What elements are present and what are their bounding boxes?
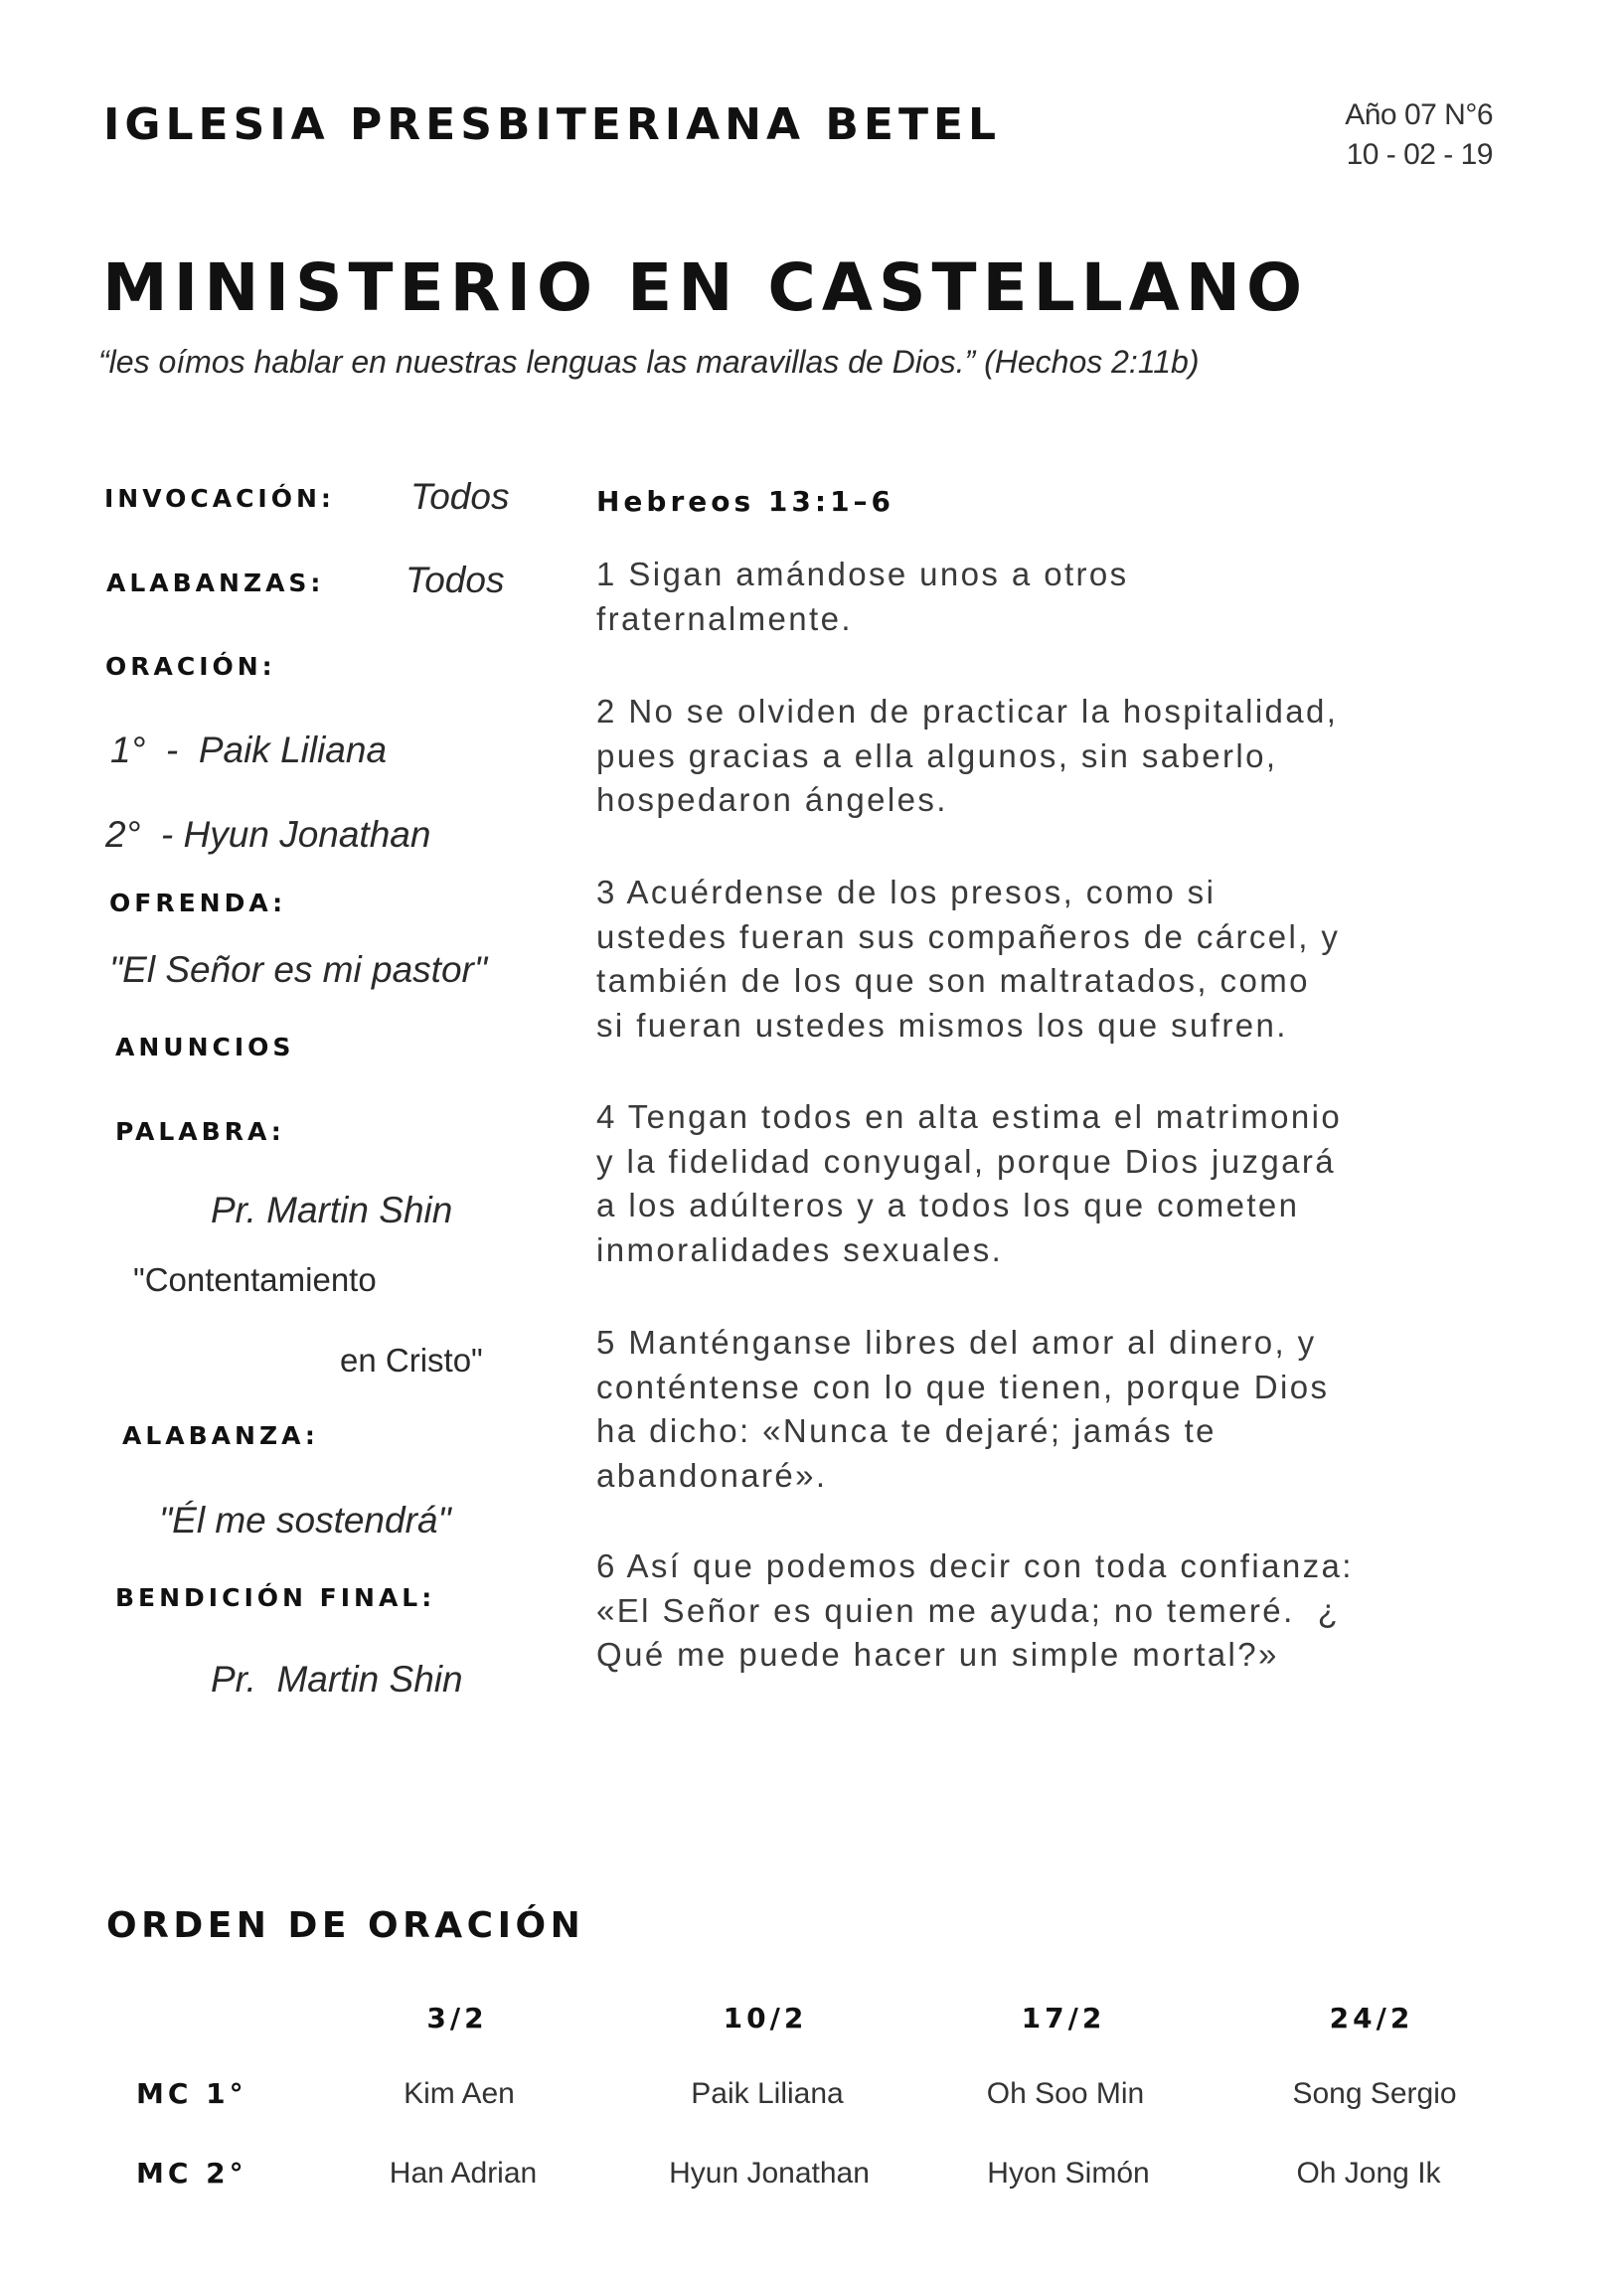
- verse-line: 4 Tengan todos en alta estima el matrimonio: [596, 1098, 1343, 1135]
- ofrenda-label: OFRENDA:: [109, 889, 287, 917]
- row-label: MC 2°: [136, 2157, 247, 2190]
- prayer-date: 17/2: [1021, 2002, 1106, 2034]
- bendicion-value: Pr. Martin Shin: [211, 1659, 463, 1700]
- prayer-date: 10/2: [723, 2002, 808, 2034]
- verse-line: abandonaré».: [596, 1456, 828, 1494]
- prayer-date: 24/2: [1329, 2002, 1414, 2034]
- prayer-name: Hyon Simón: [987, 2157, 1150, 2190]
- anuncios-label: ANUNCIOS: [115, 1033, 295, 1061]
- issue-number: Año 07 N°6: [1345, 98, 1493, 131]
- verse-2: [596, 690, 1338, 823]
- invocacion-value: Todos: [410, 476, 510, 517]
- sermon-title-line: en Cristo": [340, 1342, 483, 1379]
- oracion-item: 1° - Paik Liliana: [110, 730, 388, 770]
- verse-line: Qué me puede hacer un simple mortal?»: [596, 1636, 1279, 1673]
- church-name: IGLESIA PRESBITERIANA BETEL: [103, 99, 1002, 150]
- verse-line: ha dicho: «Nunca te dejaré; jamás te: [596, 1412, 1217, 1449]
- prayer-name: Hyun Jonathan: [669, 2157, 870, 2190]
- verse-line: y la fidelidad conyugal, porque Dios juzgará: [596, 1142, 1336, 1180]
- scripture-quote: “les oímos hablar en nuestras lenguas las maravillas de Dios.” (Hechos 2:11b): [98, 344, 1200, 380]
- verse-line: pues gracias a ella algunos, sin saberlo,: [596, 736, 1278, 774]
- verse-line: 6 Así que podemos decir con toda confianza:: [596, 1547, 1354, 1584]
- prayer-name: Oh Soo Min: [986, 2077, 1145, 2110]
- reading-title: Hebreos 13:1–6: [596, 485, 895, 518]
- alabanza-label: ALABANZA:: [122, 1421, 319, 1450]
- verse-line: inmoralidades sexuales.: [596, 1230, 1004, 1268]
- prayer-name: Kim Aen: [404, 2077, 515, 2110]
- page-title: MINISTERIO EN CASTELLANO: [102, 249, 1309, 326]
- bendicion-label: BENDICIÓN FINAL:: [115, 1583, 436, 1612]
- verse-line: también de los que son maltratados, como: [596, 962, 1310, 999]
- verse-line: 1 Sigan amándose unos a otros: [596, 556, 1129, 592]
- invocacion-label: INVOCACIÓN:: [104, 484, 335, 513]
- verse-3: [596, 871, 1340, 1048]
- prayer-name: Song Sergio: [1292, 2077, 1457, 2110]
- preacher-name: Pr. Martin Shin: [211, 1190, 453, 1230]
- verse-line: 2 No se olviden de practicar la hospitalidad,: [596, 693, 1339, 730]
- verse-line: si fueran ustedes mismos los que sufren.: [596, 1006, 1288, 1044]
- issue-date: 10 - 02 - 19: [1346, 138, 1493, 171]
- alabanzas-value: Todos: [406, 560, 505, 600]
- prayer-order-title: ORDEN DE ORACIÓN: [106, 1905, 585, 1946]
- prayer-name: Oh Jong Ik: [1296, 2157, 1441, 2190]
- verse-line: conténtense con lo que tienen, porque Dios: [596, 1368, 1330, 1405]
- sermon-title-line: "Contentamiento: [133, 1261, 377, 1298]
- prayer-name: Han Adrian: [389, 2157, 538, 2190]
- oracion-label: ORACIÓN:: [105, 652, 276, 681]
- verse-1: [596, 553, 1129, 641]
- row-label: MC 1°: [136, 2077, 247, 2110]
- alabanza-value: "Él me sostendrá": [159, 1500, 451, 1541]
- verse-line: 3 Acuérdense de los presos, como si: [596, 874, 1217, 910]
- palabra-label: PALABRA:: [115, 1117, 285, 1146]
- ofrenda-value: "El Señor es mi pastor": [109, 949, 487, 990]
- verse-line: hospedaron ángeles.: [596, 781, 948, 818]
- verse-6: [596, 1544, 1354, 1678]
- oracion-item: 2° - Hyun Jonathan: [105, 814, 431, 855]
- alabanzas-label: ALABANZAS:: [106, 568, 325, 597]
- prayer-date: 3/2: [426, 2002, 488, 2034]
- verse-line: ustedes fueran sus compañeros de cárcel, y: [596, 917, 1341, 955]
- verse-4: [596, 1095, 1342, 1272]
- verse-5: [596, 1321, 1329, 1498]
- verse-line: a los adúlteros y a todos los que cometen: [596, 1187, 1300, 1223]
- verse-line: fraternalmente.: [596, 599, 853, 637]
- verse-line: 5 Manténganse libres del amor al dinero, y: [596, 1324, 1317, 1361]
- verse-line: «El Señor es quien me ayuda; no temeré. ¿: [596, 1591, 1341, 1629]
- prayer-name: Paik Liliana: [691, 2077, 844, 2110]
